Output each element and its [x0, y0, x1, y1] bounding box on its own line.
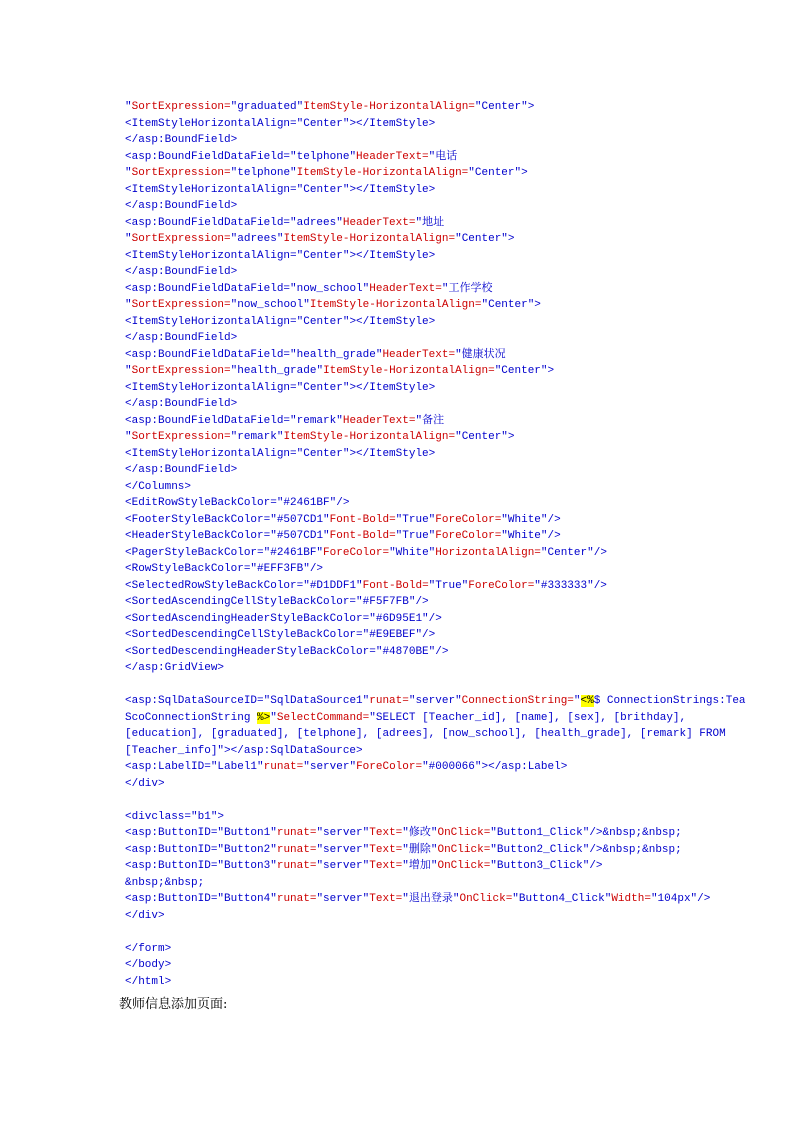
code-token: "SqlDataSource1": [263, 695, 370, 707]
code-token: ForeColor=: [323, 546, 390, 559]
code-token: <SortedDescendingCellStyleBackColor=: [125, 629, 363, 641]
code-line: [125, 561, 735, 578]
code-token: "#4870BE"/>: [375, 645, 449, 658]
code-token: "Button3_Click"/>: [490, 860, 603, 872]
code-token: <asp:BoundFieldDataField=: [125, 282, 291, 295]
code-line: [125, 578, 735, 595]
code-token: $ ConnectionStrings:Tea: [593, 695, 746, 707]
code-token: runat=: [276, 843, 317, 856]
code-token: </asp:BoundField>: [125, 134, 238, 146]
code-token: "#507CD1": [270, 513, 330, 526]
code-line: [125, 462, 735, 479]
code-token: "adrees": [230, 233, 284, 245]
code-token: ForeColor=: [468, 579, 535, 592]
code-line: [125, 446, 735, 463]
code-token: runat=: [369, 695, 409, 707]
code-token: <asp:ButtonID=: [125, 827, 218, 839]
code-token: </asp:BoundField>: [125, 332, 238, 344]
code-token: Font-Bold=: [329, 513, 396, 526]
code-token: <asp:ButtonID=: [125, 893, 218, 905]
code-token: "SELECT [Teacher_id], [name], [sex], [brithday],: [369, 711, 687, 724]
code-token: "Center">: [481, 299, 541, 311]
code-token: ": [125, 299, 132, 311]
code-token: "health_grade": [290, 348, 383, 361]
code-line: [125, 957, 735, 974]
code-token: <HeaderStyleBackColor=: [125, 530, 271, 542]
code-token: SelectCommand=: [276, 711, 370, 724]
code-token: SortExpression=: [131, 365, 231, 377]
code-token: "now_school": [230, 299, 310, 311]
code-token: OnClick=: [437, 827, 491, 839]
code-token: "Center">: [474, 101, 535, 113]
code-line: [125, 396, 735, 413]
code-token: "Center"></ItemStyle>: [296, 315, 436, 328]
code-token: ConnectionString=: [461, 695, 574, 707]
code-token: "Label1": [210, 761, 264, 773]
code-token: </html>: [125, 975, 172, 988]
code-line: [125, 858, 735, 875]
code-token: "Button2_Click"/>&nbsp;&nbsp;: [490, 843, 682, 856]
code-line: [125, 380, 735, 397]
code-token: Text=: [369, 827, 403, 839]
code-line: [125, 248, 735, 265]
code-token: SortExpression=: [131, 299, 231, 311]
code-token: "White"/>: [501, 513, 561, 526]
code-token: ": [270, 711, 277, 724]
code-token: <EditRowStyleBackColor=: [125, 497, 277, 509]
code-token: ItemStyle-HorizontalAlign=: [283, 431, 456, 443]
code-token: SortExpression=: [131, 167, 231, 179]
code-token: "Button4": [217, 893, 277, 905]
code-token: <SortedAscendingHeaderStyleBackColor=: [125, 612, 370, 625]
code-token: "#333333"/>: [534, 579, 607, 592]
code-token: <FooterStyleBackColor=: [125, 513, 271, 526]
code-token: runat=: [276, 893, 317, 905]
code-token: <asp:ButtonID=: [125, 843, 218, 856]
code-token: ItemStyle-HorizontalAlign=: [296, 167, 469, 179]
code-token: "True": [428, 579, 469, 592]
code-token: "True": [395, 513, 436, 526]
code-token: "#EFF3FB"/>: [250, 563, 324, 575]
code-line: [125, 281, 735, 298]
code-token: [education], [graduated], [telphone], [adrees], [now_school], [health_grade], [remark] FROM: [125, 728, 726, 740]
code-line: [125, 413, 735, 430]
code-listing: [125, 99, 746, 990]
blank-line: [125, 677, 735, 694]
code-token: "Button2": [217, 843, 277, 856]
code-token: "104px"/>: [650, 893, 711, 905]
section-caption: 教师信息添加页面:: [119, 997, 228, 1012]
code-token: ": [125, 101, 132, 113]
code-line: [125, 908, 735, 925]
code-line: [125, 149, 735, 166]
code-line: [125, 347, 735, 364]
code-token: "#D1DDF1": [303, 579, 363, 592]
code-token: "Button4_Click": [512, 893, 612, 905]
code-line: [125, 297, 735, 314]
code-token: [Teacher_info]"></asp:SqlDataSource>: [125, 744, 363, 757]
code-token: SortExpression=: [131, 431, 231, 443]
code-token: "#000066"></asp:Label>: [422, 761, 568, 773]
code-token: HeaderText=: [342, 216, 416, 229]
code-token: <ItemStyleHorizontalAlign=: [125, 381, 297, 394]
code-token: OnClick=: [437, 843, 491, 856]
code-line: [125, 891, 735, 908]
code-token: <asp:LabelID=: [125, 761, 211, 773]
code-token: </asp:BoundField>: [125, 464, 238, 476]
code-token: <SortedAscendingCellStyleBackColor=: [125, 596, 357, 608]
code-line: [125, 842, 735, 859]
code-line: [125, 693, 746, 710]
code-token: "Center"></ItemStyle>: [296, 117, 436, 130]
code-token: "删除": [402, 843, 438, 856]
code-token: "#6D95E1"/>: [369, 612, 442, 625]
code-token: "Button1_Click"/>&nbsp;&nbsp;: [490, 827, 682, 839]
code-token: "graduated": [230, 101, 304, 113]
code-token: "Center"></ItemStyle>: [296, 381, 436, 394]
blank-line: [125, 792, 735, 809]
code-line: [125, 495, 735, 512]
code-token: </form>: [125, 942, 172, 955]
code-token: ItemStyle-HorizontalAlign=: [283, 233, 456, 245]
code-token: OnClick=: [459, 893, 513, 905]
code-token: HeaderText=: [342, 414, 416, 427]
code-token: runat=: [276, 827, 317, 839]
code-token: "White": [389, 546, 436, 559]
code-token: "Center"></ItemStyle>: [296, 183, 436, 196]
code-line: [125, 825, 735, 842]
code-token: "#E9EBEF"/>: [362, 629, 436, 641]
code-token: "工作学校: [441, 282, 493, 295]
code-line: [125, 627, 735, 644]
code-line: [125, 710, 735, 727]
code-token: "修改": [402, 827, 438, 839]
code-token: SortExpression=: [131, 233, 231, 245]
code-token: "Center"/>: [540, 546, 607, 559]
code-token: OnClick=: [437, 860, 491, 872]
code-line: [125, 875, 735, 892]
code-token: "True": [395, 530, 436, 542]
code-token: <RowStyleBackColor=: [125, 563, 251, 575]
code-token: ForeColor=: [356, 761, 423, 773]
code-token: ItemStyle-HorizontalAlign=: [309, 299, 482, 311]
code-token: <SortedDescendingHeaderStyleBackColor=: [125, 645, 376, 658]
code-token: "health_grade": [230, 365, 324, 377]
code-line: [125, 974, 735, 991]
code-line: [125, 165, 735, 182]
code-token: "Center">: [455, 431, 515, 443]
code-token: <ItemStyleHorizontalAlign=: [125, 249, 297, 262]
code-token: <asp:BoundFieldDataField=: [125, 414, 291, 427]
code-token: Width=: [611, 893, 651, 905]
code-token: ": [125, 167, 132, 179]
code-token: "健康状况: [455, 348, 506, 361]
code-line: [125, 545, 735, 562]
code-token: HorizontalAlign=: [435, 546, 541, 559]
code-token: runat=: [263, 761, 304, 773]
code-token: </asp:BoundField>: [125, 398, 238, 410]
code-token: runat=: [276, 860, 317, 872]
code-token: Text=: [369, 843, 403, 856]
code-token: "remark": [290, 414, 343, 427]
code-token: "telphone": [230, 167, 297, 179]
code-token: "Center">: [455, 233, 515, 245]
code-token: HeaderText=: [369, 282, 442, 295]
code-line: [125, 215, 735, 232]
code-token: Text=: [369, 893, 403, 905]
code-line: [125, 528, 735, 545]
code-line: [125, 330, 735, 347]
code-token: ItemStyle-HorizontalAlign=: [303, 101, 475, 113]
code-token: <ItemStyleHorizontalAlign=: [125, 117, 297, 130]
code-line: [125, 594, 735, 611]
code-token: "adrees": [290, 216, 343, 229]
code-token: <asp:BoundFieldDataField=: [125, 150, 291, 163]
code-token: &nbsp;&nbsp;: [125, 876, 205, 889]
code-token: "server": [303, 761, 357, 773]
code-token: </asp:GridView>: [125, 662, 225, 674]
code-line: [125, 660, 735, 677]
code-token: "#F5F7FB"/>: [356, 596, 429, 608]
code-token: <divclass=: [125, 810, 192, 823]
code-token: <asp:SqlDataSourceID=: [125, 695, 264, 707]
code-token: "White"/>: [501, 530, 561, 542]
code-token: "server": [316, 860, 370, 872]
code-token: "remark": [230, 431, 284, 443]
code-line: [125, 132, 735, 149]
code-token: </Columns>: [125, 480, 192, 493]
code-line: [125, 644, 735, 661]
code-token: ScoConnectionString: [125, 711, 258, 724]
code-token: <ItemStyleHorizontalAlign=: [125, 315, 297, 328]
code-token: Font-Bold=: [329, 530, 396, 542]
code-token: "server": [316, 827, 370, 839]
code-token: ItemStyle-HorizontalAlign=: [323, 365, 495, 377]
code-token: ": [125, 365, 132, 377]
code-token: "Center">: [468, 167, 528, 179]
code-line: [125, 264, 735, 281]
code-token: "Center"></ItemStyle>: [296, 249, 436, 262]
code-token: </div>: [125, 777, 165, 790]
code-token: <asp:BoundFieldDataField=: [125, 216, 291, 229]
code-token: <%: [580, 695, 594, 707]
code-line: [125, 743, 735, 760]
code-token: "Center"></ItemStyle>: [296, 447, 436, 460]
code-line: [125, 512, 735, 529]
code-token: <PagerStyleBackColor=: [125, 546, 264, 559]
code-token: SortExpression=: [131, 101, 231, 113]
code-token: "Button3": [217, 860, 277, 872]
code-token: "Button1": [217, 827, 277, 839]
code-token: ForeColor=: [435, 530, 502, 542]
code-token: "now_school": [290, 282, 370, 295]
code-token: "b1">: [191, 810, 225, 823]
code-token: HeaderText=: [356, 150, 429, 163]
code-token: "#2461BF"/>: [276, 497, 350, 509]
code-token: "增加": [402, 860, 438, 872]
code-token: "#507CD1": [270, 530, 330, 542]
code-token: "地址: [415, 216, 445, 229]
code-line: [125, 314, 735, 331]
code-token: HeaderText=: [382, 348, 456, 361]
code-line: [125, 726, 735, 743]
code-line: [125, 611, 735, 628]
code-line: [125, 759, 735, 776]
code-token: <ItemStyleHorizontalAlign=: [125, 447, 297, 460]
code-line: [125, 99, 735, 116]
code-token: ": [125, 431, 132, 443]
blank-line: [125, 924, 735, 941]
code-line: [125, 116, 735, 133]
code-token: "server": [408, 695, 462, 707]
code-line: [125, 182, 735, 199]
code-token: </asp:BoundField>: [125, 200, 238, 212]
code-line: [125, 776, 735, 793]
code-token: <asp:ButtonID=: [125, 860, 218, 872]
code-token: </div>: [125, 909, 165, 922]
code-token: "Center">: [494, 365, 555, 377]
code-token: </body>: [125, 959, 172, 971]
code-token: %>: [257, 711, 271, 724]
code-token: ForeColor=: [435, 513, 502, 526]
code-line: [125, 363, 735, 380]
code-token: "备注: [415, 414, 445, 427]
code-line: [125, 429, 735, 446]
code-token: ": [573, 695, 581, 707]
code-token: ": [125, 233, 132, 245]
code-line: [125, 231, 735, 248]
code-line: [125, 809, 735, 826]
code-token: "telphone": [290, 150, 357, 163]
code-line: [125, 198, 735, 215]
code-token: <ItemStyleHorizontalAlign=: [125, 183, 297, 196]
code-token: Font-Bold=: [362, 579, 429, 592]
code-token: "server": [316, 843, 370, 856]
code-line: [125, 941, 735, 958]
code-token: <asp:BoundFieldDataField=: [125, 348, 291, 361]
code-token: "退出登录": [402, 893, 460, 905]
code-token: "电话: [428, 150, 458, 163]
code-token: Text=: [369, 860, 403, 872]
code-token: </asp:BoundField>: [125, 266, 238, 278]
code-token: "server": [316, 893, 370, 905]
code-line: [125, 479, 735, 496]
code-token: "#2461BF": [263, 546, 324, 559]
code-token: <SelectedRowStyleBackColor=: [125, 579, 304, 592]
